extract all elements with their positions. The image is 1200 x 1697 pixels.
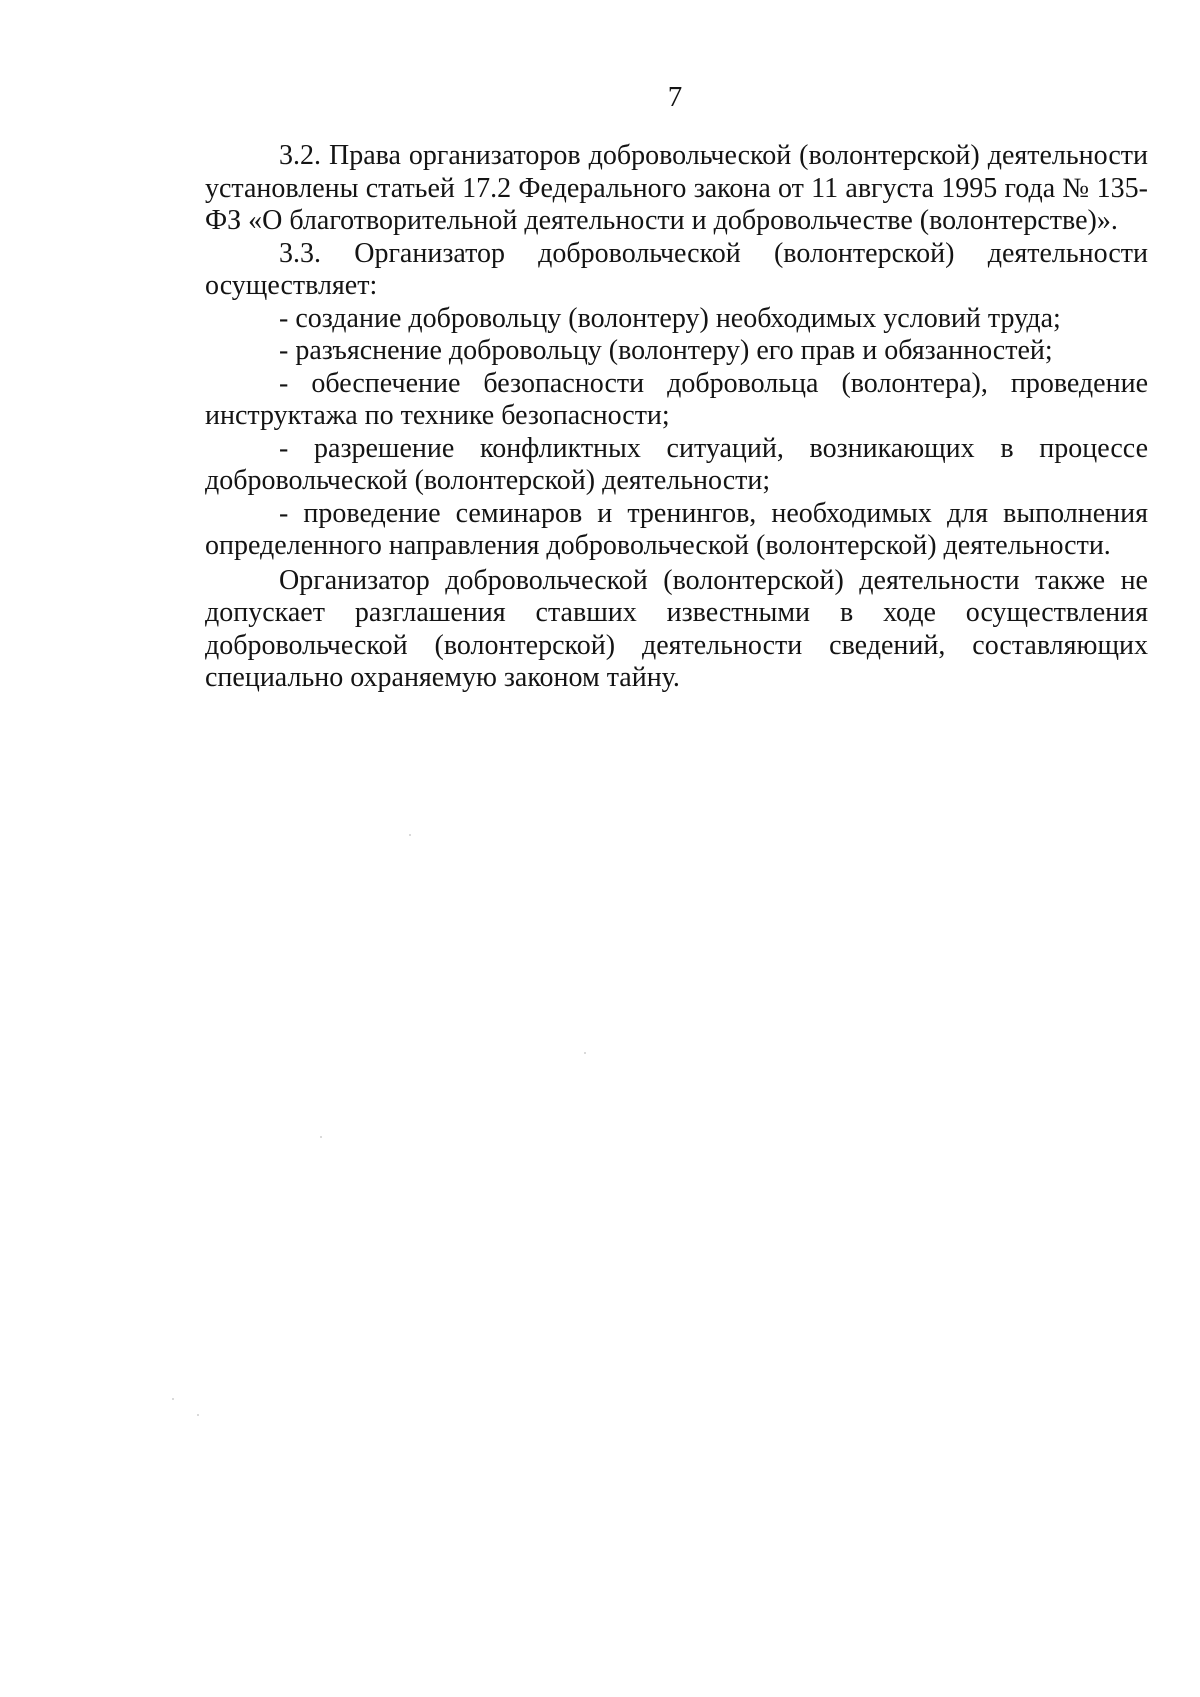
paragraph-confidentiality: Организатор добровольческой (волонтерской) деятельности также не допускает разглашения ставших известными в ходе осуществления добровольческой (волонтерской) деятельности сведений, составляющих специально охраняемую законом тайну. — [205, 564, 1148, 693]
list-item-working-conditions: - создание добровольцу (волонтеру) необходимых условий труда; — [279, 302, 1061, 334]
page-number: 7 — [667, 81, 683, 113]
scan-speck — [584, 1052, 586, 1054]
list-item-conflict-resolution: - разрешение конфликтных ситуаций, возникающих в процессе добровольческой (волонтерской) деятельности; — [205, 432, 1148, 496]
document-body — [205, 140, 1148, 695]
list-item-seminars: - проведение семинаров и тренингов, необходимых для выполнения определенного направления добровольческой (волонтерской) деятельности. — [205, 497, 1148, 561]
list-item-rights-explanation: - разъяснение добровольцу (волонтеру) его прав и обязанностей; — [279, 335, 1053, 366]
paragraph-3-3: 3.3. Организатор добровольческой (волонтерской) деятельности осуществляет: — [205, 237, 1148, 301]
paragraph-3-2: 3.2. Права организаторов добровольческой (волонтерской) деятельности установлены статьей 17.2 Федерального закона от 11 августа 1995 года № 135-ФЗ «О благотворительной деятельности и добровольчестве (волонтерстве)». — [205, 140, 1148, 236]
scan-speck — [172, 1398, 174, 1400]
scan-speck — [197, 1414, 199, 1416]
scan-speck — [320, 1136, 322, 1138]
scan-speck — [409, 834, 411, 836]
list-item-safety: - обеспечение безопасности добровольца (волонтера), проведение инструктажа по технике безопасности; — [205, 367, 1148, 431]
